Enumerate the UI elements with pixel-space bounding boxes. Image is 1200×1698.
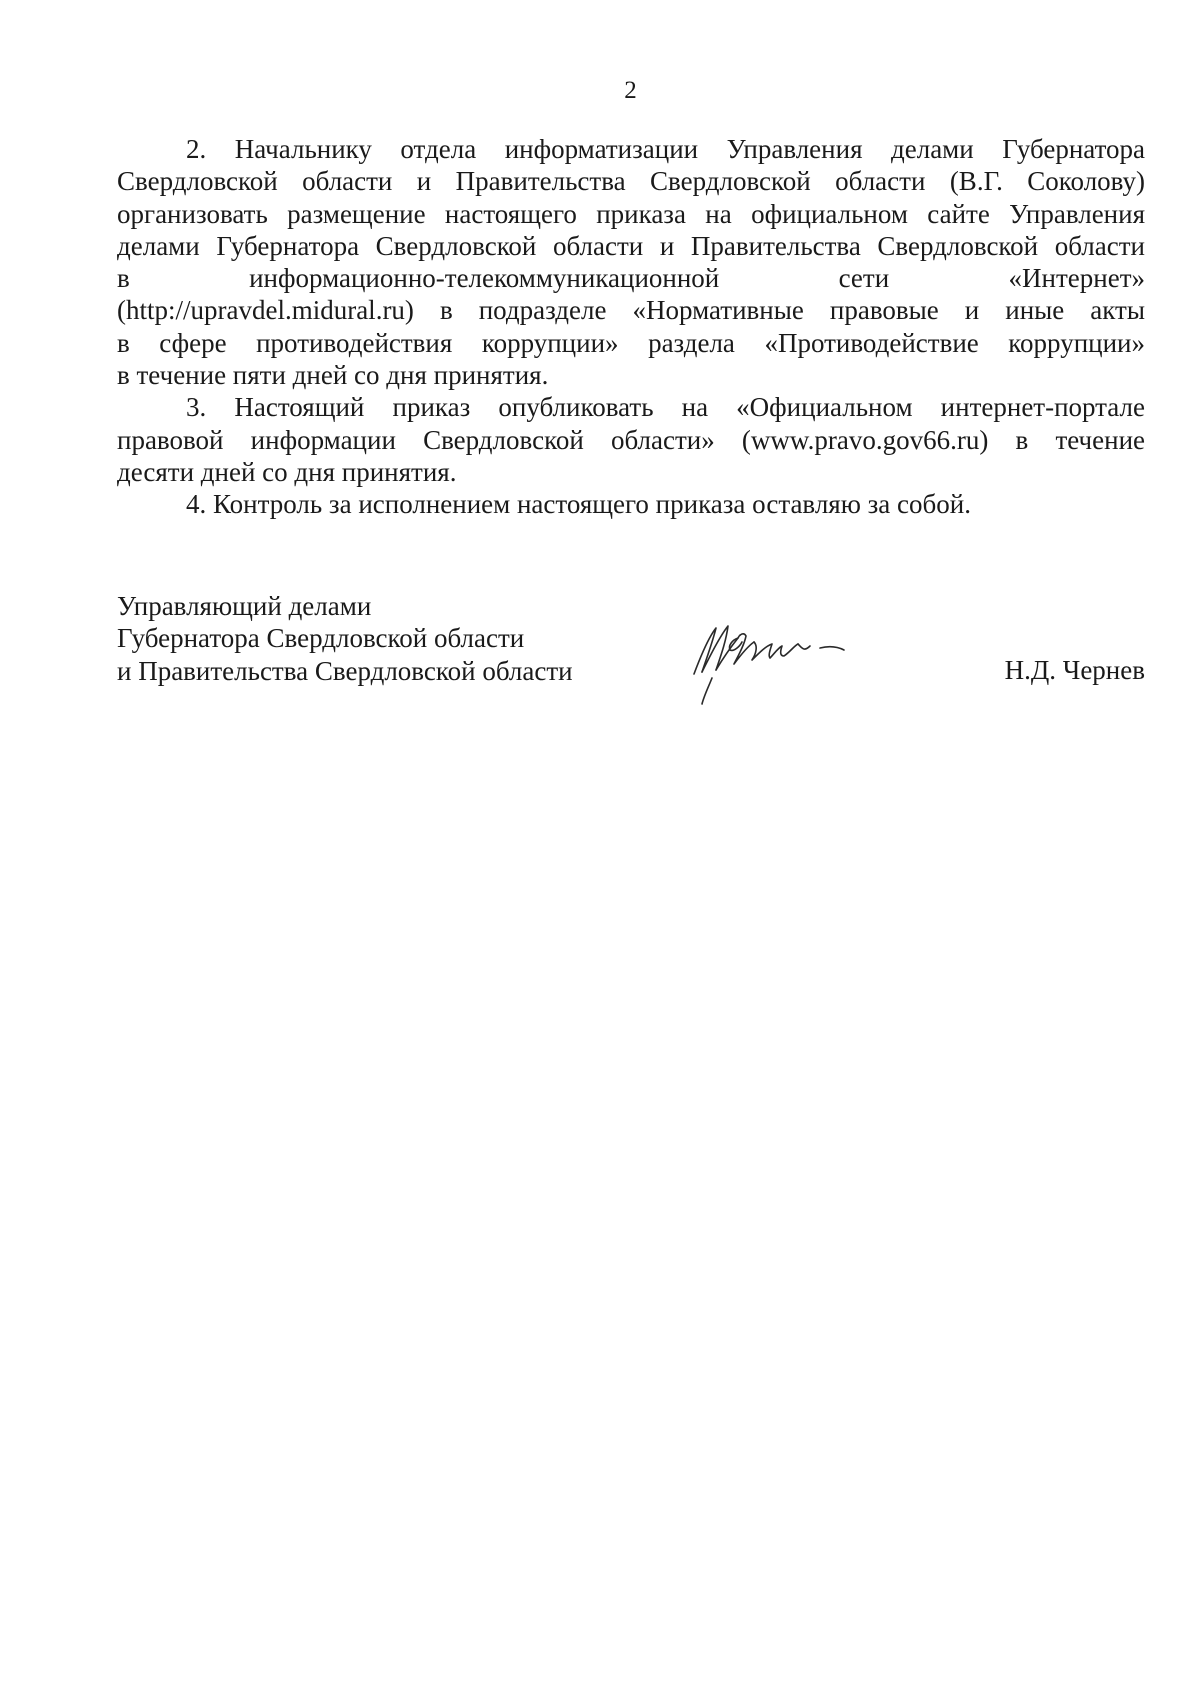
text-line: в течение пяти дней со дня принятия. xyxy=(117,360,549,391)
signatory-title-line: и Правительства Свердловской области xyxy=(117,655,573,686)
paragraph-4 xyxy=(117,488,1145,520)
text-line: десяти дней со дня принятия. xyxy=(117,456,457,487)
text-line: 4. Контроль за исполнением настоящего приказа оставляю за собой. xyxy=(186,489,971,520)
handwritten-signature xyxy=(682,616,852,708)
text-line: правовой информации Свердловской области» (www.pravo.gov66.ru) в течение xyxy=(117,424,1145,455)
signatory-title-line: Губернатора Свердловской области xyxy=(117,623,525,654)
page-number: 2 xyxy=(624,77,637,104)
text-line: 2. Начальнику отдела информатизации Управления делами Губернатора xyxy=(186,134,1145,164)
document-body xyxy=(117,133,1145,521)
text-line: организовать размещение настоящего приказа на официальном сайте Управления xyxy=(117,198,1145,229)
signature-block xyxy=(117,590,1145,720)
text-line: 3. Настоящий приказ опубликовать на «Официальном интернет-портале xyxy=(186,392,1145,423)
paragraph-2 xyxy=(117,133,1145,391)
text-line: Свердловской области и Правительства Свердловской области (В.Г. Соколову) xyxy=(117,166,1145,197)
signatory-title xyxy=(117,590,677,687)
text-line: (http://upravdel.midural.ru) в подразделе «Нормативные правовые и иные акты xyxy=(117,295,1145,326)
paragraph-3 xyxy=(117,391,1145,488)
text-line: в информационно-телекоммуникационной сети «Интернет» xyxy=(117,263,1145,294)
text-line: делами Губернатора Свердловской области и Правительства Свердловской области xyxy=(117,230,1145,261)
text-line: в сфере противодействия коррупции» раздела «Противодействие коррупции» xyxy=(117,327,1145,358)
signatory-name: Н.Д. Чернев xyxy=(1004,655,1145,685)
signatory-title-line: Управляющий делами xyxy=(117,591,372,621)
